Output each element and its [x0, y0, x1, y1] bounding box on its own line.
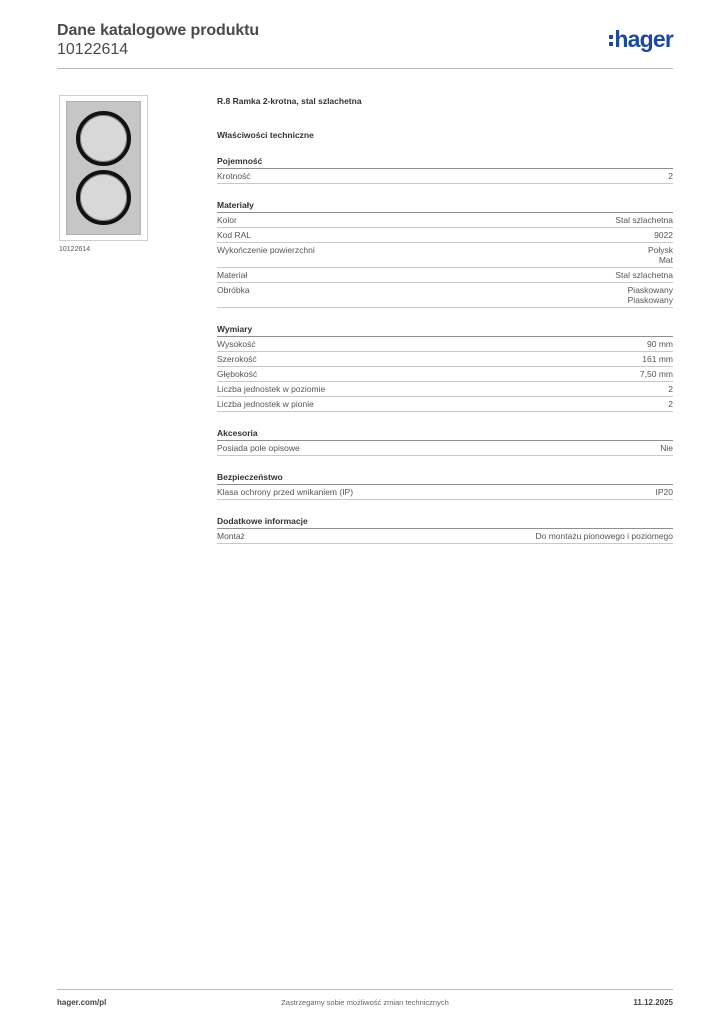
hager-logo	[609, 27, 673, 51]
spec-row	[217, 529, 673, 544]
footer-date: 11.12.2025	[633, 998, 673, 1007]
spec-value-line: Stal szlachetna	[615, 270, 673, 280]
spec-value	[654, 230, 673, 240]
spec-label: Wykończenie powierzchni	[217, 245, 315, 255]
section-title: Dodatkowe informacje	[217, 516, 673, 529]
spec-label: Wysokość	[217, 339, 256, 349]
footer-disclaimer: Zastrzegamy sobie możliwość zmian technicznych	[281, 998, 449, 1007]
document-title: Dane katalogowe produktu	[57, 22, 260, 39]
spec-value-line: Połysk	[647, 245, 673, 255]
spec-value-line: 2	[668, 399, 673, 409]
spec-row	[217, 213, 673, 228]
spec-value	[628, 285, 673, 305]
spec-value	[668, 399, 673, 409]
section-title: Akcesoria	[217, 428, 673, 441]
section-title: Bezpieczeństwo	[217, 472, 673, 485]
spec-row	[217, 352, 673, 367]
spec-row	[217, 397, 673, 412]
section-title: Materiały	[217, 200, 673, 213]
frame-plate	[66, 101, 141, 235]
spec-value-line: Piaskowany	[627, 285, 673, 295]
socket-ring-bottom	[76, 170, 131, 225]
spec-label: Kod RAL	[217, 230, 252, 240]
spec-row	[217, 243, 673, 268]
spec-value	[535, 531, 673, 541]
spec-value-line: Piaskowany	[627, 295, 673, 305]
spec-label: Obróbka	[217, 285, 250, 295]
spec-value	[660, 443, 673, 453]
spec-value-line: 2	[668, 171, 673, 181]
spec-value	[668, 384, 673, 394]
spec-row	[217, 485, 673, 500]
spec-value-line: Stal szlachetna	[615, 215, 673, 225]
section-title: Pojemność	[217, 156, 673, 169]
spec-value	[640, 369, 673, 379]
spec-section	[217, 324, 673, 412]
spec-value	[615, 215, 673, 225]
page-footer	[57, 998, 673, 1010]
spec-row	[217, 441, 673, 456]
spec-section	[217, 428, 673, 456]
spec-value	[642, 354, 673, 364]
spec-label: Liczba jednostek w pionie	[217, 399, 314, 409]
spec-label: Kolor	[217, 215, 237, 225]
spec-value	[647, 339, 673, 349]
spec-section	[217, 156, 673, 184]
logo-dots-icon	[609, 35, 613, 46]
spec-value-line: 90 mm	[647, 339, 673, 349]
spec-section	[217, 200, 673, 308]
technical-properties-heading: Właściwości techniczne	[217, 130, 314, 140]
spec-value	[648, 245, 673, 265]
section-title: Wymiary	[217, 324, 673, 337]
header-divider	[57, 68, 673, 69]
spec-row	[217, 337, 673, 352]
spec-value	[615, 270, 673, 280]
spec-section	[217, 472, 673, 500]
spec-label: Posiada pole opisowe	[217, 443, 300, 453]
spec-sections	[217, 156, 673, 544]
product-specs	[217, 96, 673, 544]
socket-ring-top	[76, 111, 131, 166]
spec-value-line: Do montażu pionowego i poziomego	[535, 531, 673, 541]
spec-label: Liczba jednostek w poziomie	[217, 384, 326, 394]
spec-value-line: IP20	[655, 487, 673, 497]
image-caption: 10122614	[59, 246, 91, 253]
document-number: 10122614	[57, 41, 129, 58]
spec-row	[217, 283, 673, 308]
spec-row	[217, 228, 673, 243]
spec-value-line: Mat	[658, 255, 673, 265]
spec-value-line: 161 mm	[642, 354, 673, 364]
spec-value-line: Nie	[660, 443, 673, 453]
spec-label: Montaż	[217, 531, 245, 541]
spec-value	[668, 171, 673, 181]
spec-value-line: 7,50 mm	[639, 369, 673, 379]
spec-row	[217, 367, 673, 382]
spec-label: Klasa ochrony przed wnikaniem (IP)	[217, 487, 354, 497]
spec-row	[217, 169, 673, 184]
spec-label: Krotność	[217, 171, 251, 181]
spec-row	[217, 268, 673, 283]
spec-label: Głębokość	[217, 369, 258, 379]
footer-divider	[57, 989, 673, 990]
spec-section	[217, 516, 673, 544]
page-header	[57, 22, 673, 68]
logo-text: hager	[614, 26, 673, 52]
footer-website[interactable]: hager.com/pl	[57, 998, 107, 1007]
spec-value-line: 9022	[654, 230, 673, 240]
spec-label: Szerokość	[217, 354, 257, 364]
spec-value-line: 2	[668, 384, 673, 394]
spec-row	[217, 382, 673, 397]
spec-value	[656, 487, 674, 497]
product-name: R.8 Ramka 2-krotna, stal szlachetna	[217, 96, 362, 106]
spec-label: Materiał	[217, 270, 248, 280]
product-image	[59, 95, 148, 241]
